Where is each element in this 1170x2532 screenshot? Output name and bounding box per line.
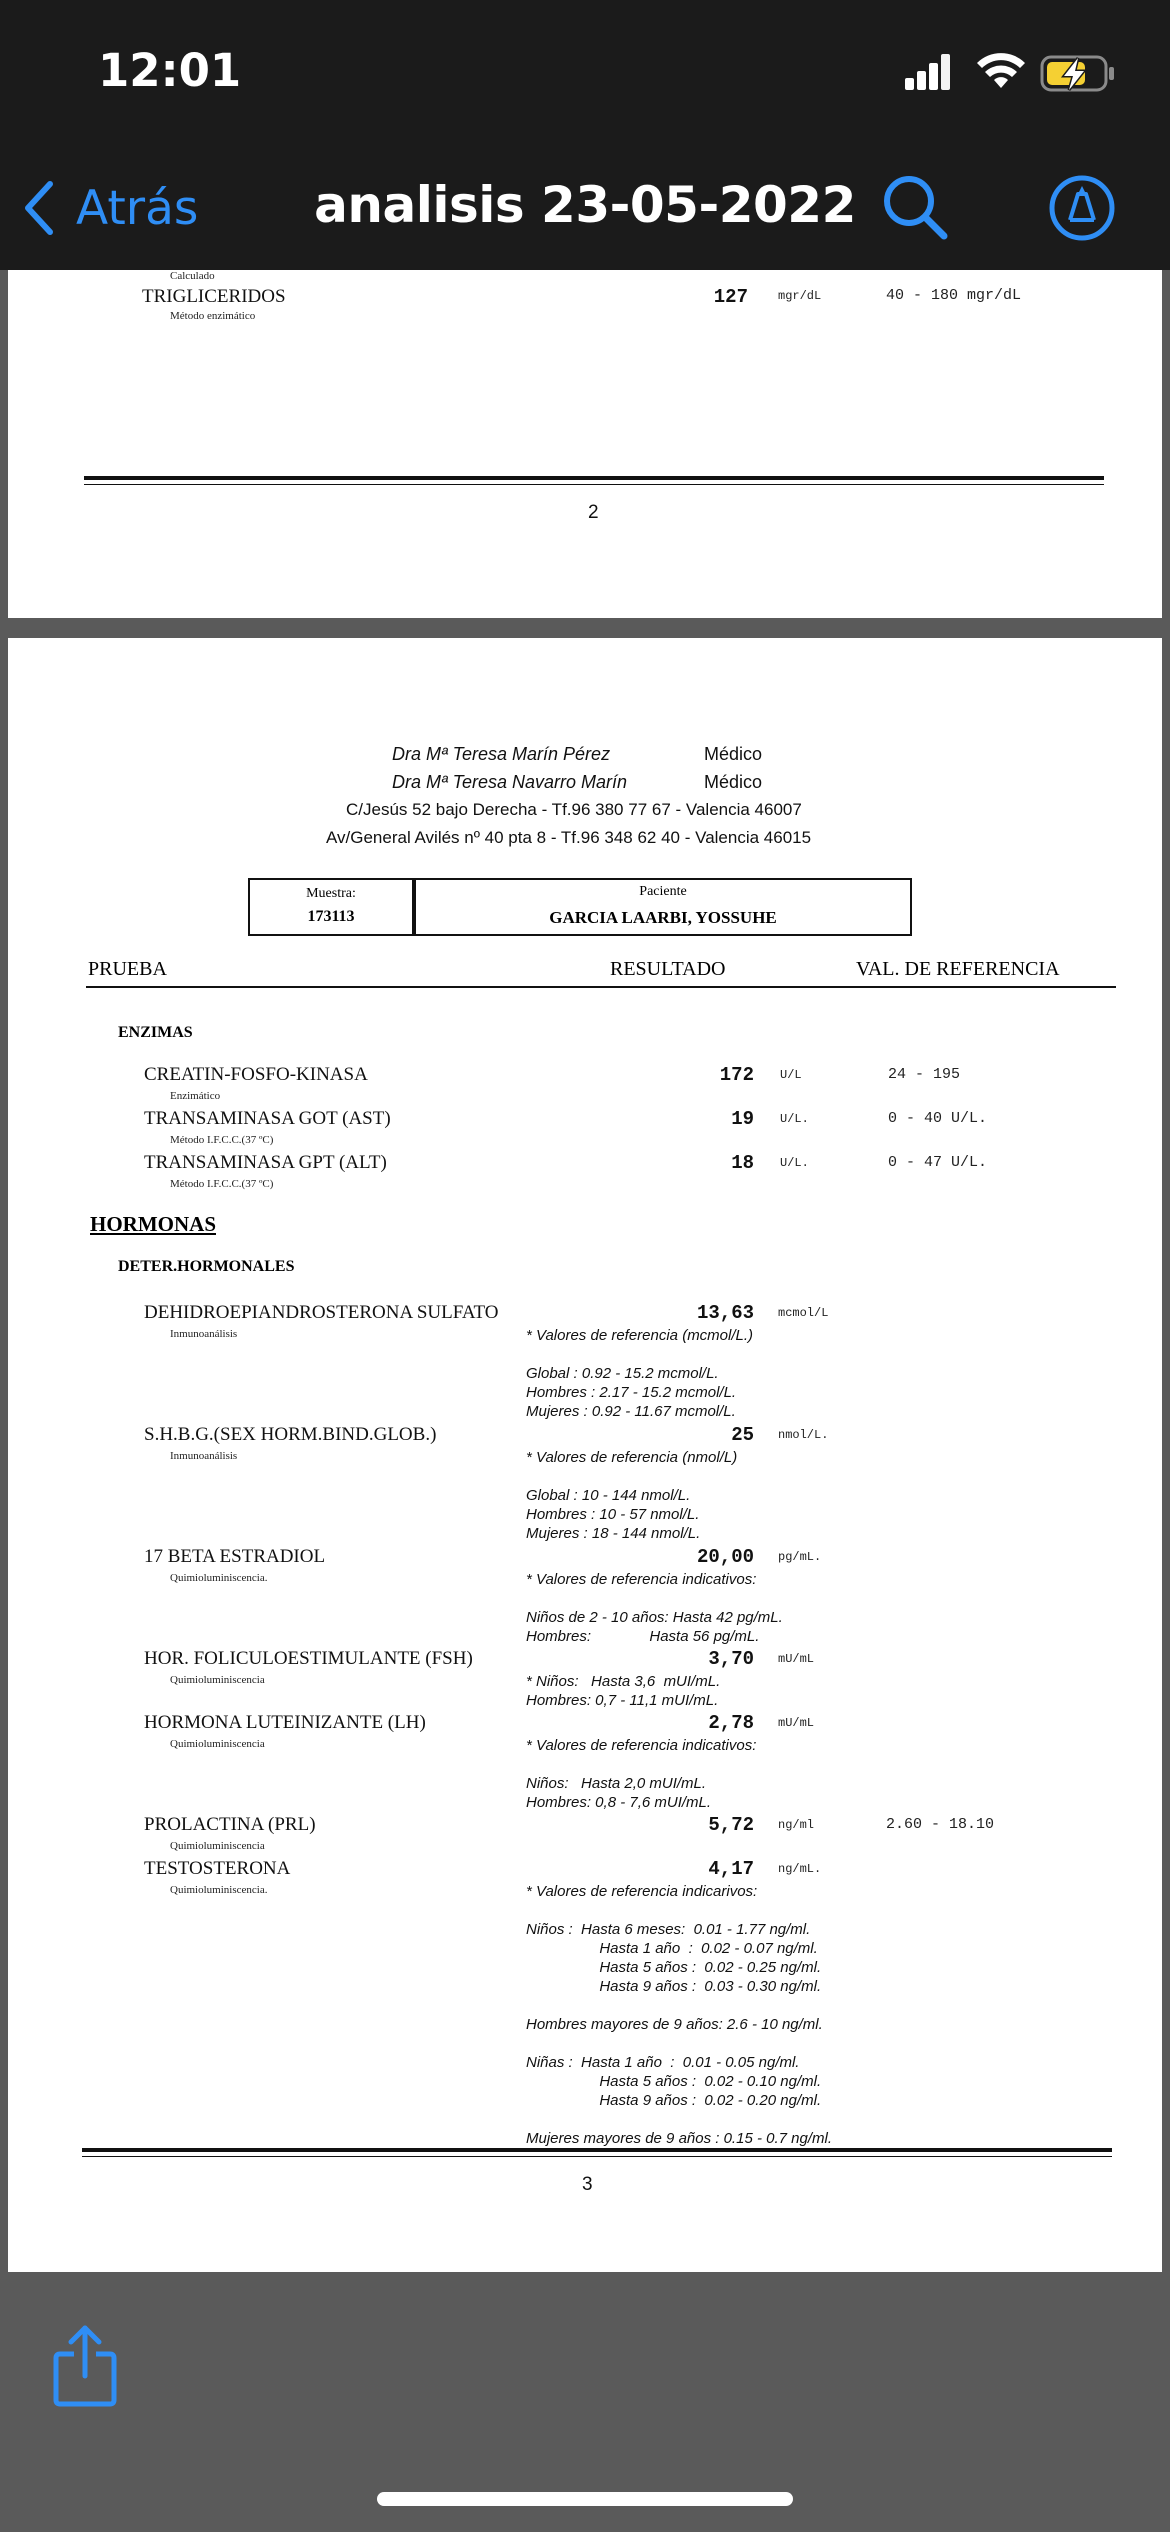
clinic-address: C/Jesús 52 bajo Derecha - Tf.96 380 77 67 - Valencia 46007 xyxy=(346,800,802,819)
test-method: Quimioluminiscencia xyxy=(170,1674,265,1686)
column-header-test: PRUEBA xyxy=(88,958,167,980)
test-unit: mgr/dL xyxy=(778,289,822,303)
page-rule xyxy=(82,2148,1112,2152)
patient-name: GARCIA LAARBI, YOSSUHE xyxy=(549,908,777,927)
status-time: 12:01 xyxy=(98,44,242,97)
test-value: 4,17 xyxy=(708,1858,754,1880)
test-name: TRANSAMINASA GOT (AST) xyxy=(144,1108,391,1129)
reference-note: * Valores de referencia indicativos: Niños de 2 - 10 años: Hasta 42 pg/mL. Hombres: Hasta 56 pg/mL. xyxy=(526,1571,783,1645)
wifi-icon xyxy=(975,50,1027,90)
markup-pen-icon[interactable] xyxy=(1048,174,1116,242)
chevron-left-icon xyxy=(24,181,54,235)
reference-note: * Valores de referencia (mcmol/L.) Global : 0.92 - 15.2 mcmol/L. Hombres : 2.17 - 15.2 mcmol/L. Mujeres : 0.92 - 11.67 mcmol/L. xyxy=(526,1327,754,1420)
document-title: analisis 23-05-2022 xyxy=(314,176,856,234)
top-bar xyxy=(0,0,1170,270)
test-reference: 2.60 - 18.10 xyxy=(886,1816,995,1833)
battery-charging-icon xyxy=(1040,54,1116,94)
test-value: 3,70 xyxy=(708,1648,754,1670)
test-unit: mcmol/L xyxy=(778,1306,829,1320)
document-page-3 xyxy=(8,638,1162,2272)
test-name: HOR. FOLICULOESTIMULANTE (FSH) xyxy=(144,1648,473,1669)
test-unit: U/L xyxy=(780,1068,802,1082)
clinic-address: Av/General Avilés nº 40 pta 8 - Tf.96 348 62 40 - Valencia 46015 xyxy=(326,828,812,847)
search-icon[interactable] xyxy=(880,172,950,242)
test-value: 2,78 xyxy=(708,1712,754,1734)
test-method: Quimioluminiscencia xyxy=(170,1738,265,1750)
doctor-name: Dra Mª Teresa Navarro Marín xyxy=(392,772,628,792)
test-reference: 40 - 180 mgr/dL xyxy=(886,287,1022,304)
home-indicator[interactable] xyxy=(377,2492,793,2506)
test-value: 127 xyxy=(713,286,748,308)
column-header-reference: VAL. DE REFERENCIA xyxy=(856,958,1060,980)
test-method: Método I.F.C.C.(37 ºC) xyxy=(170,1178,274,1190)
test-name: TESTOSTERONA xyxy=(144,1858,291,1879)
test-name: S.H.B.G.(SEX HORM.BIND.GLOB.) xyxy=(144,1424,437,1445)
page-number: 2 xyxy=(588,502,599,523)
document-page-2 xyxy=(8,270,1162,618)
test-method: Inmunoanálisis xyxy=(170,1328,238,1340)
test-value: 172 xyxy=(719,1064,754,1086)
test-unit: U/L. xyxy=(780,1156,809,1170)
test-unit: nmol/L. xyxy=(778,1428,829,1442)
test-method: Quimioluminiscencia. xyxy=(170,1572,268,1584)
test-method: Método enzimático xyxy=(170,310,256,322)
sample-box xyxy=(248,878,414,936)
test-reference: 0 - 47 U/L. xyxy=(888,1154,988,1171)
test-name: DEHIDROEPIANDROSTERONA SULFATO xyxy=(144,1302,499,1323)
doctor-name: Dra Mª Teresa Marín Pérez xyxy=(392,744,611,764)
header-rule xyxy=(86,986,1116,988)
reference-note: * Niños: Hasta 3,6 mUI/mL. Hombres: 0,7 - 11,1 mUI/mL. xyxy=(526,1673,721,1709)
doctor-role: Médico xyxy=(704,772,763,792)
page-rule xyxy=(82,2156,1112,2157)
test-reference: 0 - 40 U/L. xyxy=(888,1110,988,1127)
page-number: 3 xyxy=(582,2174,593,2195)
test-reference: 24 - 195 xyxy=(888,1066,961,1083)
patient-label: Paciente xyxy=(639,884,687,899)
test-unit: mU/mL xyxy=(778,1716,815,1730)
sample-number: 173113 xyxy=(307,908,355,925)
test-name: CREATIN-FOSFO-KINASA xyxy=(144,1064,368,1085)
bottom-toolbar xyxy=(0,2272,1170,2532)
test-unit: mU/mL xyxy=(778,1652,815,1666)
reference-note: * Valores de referencia indicativos: Niños: Hasta 2,0 mUI/mL. Hombres: 0,8 - 7,6 mUI/mL. xyxy=(526,1737,757,1811)
test-name: TRIGLICERIDOS xyxy=(142,286,286,307)
test-method: Quimioluminiscencia. xyxy=(170,1884,268,1896)
test-method: Método I.F.C.C.(37 ºC) xyxy=(170,1134,274,1146)
section-title: HORMONAS xyxy=(90,1212,216,1236)
test-unit: U/L. xyxy=(780,1112,809,1126)
test-name: HORMONA LUTEINIZANTE (LH) xyxy=(144,1712,426,1733)
patient-box xyxy=(414,878,912,936)
calc-label: Calculado xyxy=(170,270,215,282)
test-unit: pg/mL. xyxy=(778,1550,822,1564)
back-button[interactable] xyxy=(24,178,198,238)
test-value: 25 xyxy=(731,1424,754,1446)
test-method: Enzimático xyxy=(170,1090,221,1102)
test-value: 20,00 xyxy=(696,1546,754,1568)
share-icon[interactable] xyxy=(52,2324,118,2408)
test-method: Inmunoanálisis xyxy=(170,1450,238,1462)
test-method: Quimioluminiscencia xyxy=(170,1840,265,1852)
section-title: ENZIMAS xyxy=(118,1024,193,1041)
reference-note: * Valores de referencia (nmol/L) Global : 10 - 144 nmol/L. Hombres : 10 - 57 nmol/L. Mujeres : 18 - 144 nmol/L. xyxy=(526,1449,738,1542)
column-header-result: RESULTADO xyxy=(610,958,726,980)
test-name: PROLACTINA (PRL) xyxy=(144,1814,316,1835)
sample-label: Muestra: xyxy=(306,886,356,901)
doctor-role: Médico xyxy=(704,744,763,764)
test-name: TRANSAMINASA GPT (ALT) xyxy=(144,1152,387,1173)
page-rule xyxy=(84,484,1104,485)
test-value: 5,72 xyxy=(708,1814,754,1836)
test-name: 17 BETA ESTRADIOL xyxy=(144,1546,326,1567)
test-unit: ng/ml xyxy=(778,1818,815,1832)
test-unit: ng/mL. xyxy=(778,1862,822,1876)
page-rule xyxy=(84,476,1104,480)
test-value: 13,63 xyxy=(696,1302,754,1324)
test-value: 19 xyxy=(731,1108,754,1130)
test-value: 18 xyxy=(731,1152,754,1174)
signal-icon xyxy=(905,52,949,90)
back-label: Atrás xyxy=(76,180,199,236)
subsection-title: DETER.HORMONALES xyxy=(118,1258,295,1275)
reference-note: * Valores de referencia indicarivos: Niños : Hasta 6 meses: 0.01 - 1.77 ng/ml. Hasta 1 año : 0.02 - 0.07 ng/ml. Hasta 5 años : 0.02 - 0.25 ng/ml. Hasta 9 años : 0.03 - 0.30 ng/ml. Hombres mayores de 9 años: 2.6 - 10 ng/ml. Niñas : Hasta 1 año : 0.01 - 0.05 ng/ml. Hasta 5 años : 0.02 - 0.10 ng/ml. Hasta 9 años : 0.02 - 0.20 ng/ml. Mujeres mayores de 9 años : 0.15 - 0.7 ng/ml. xyxy=(526,1883,832,2147)
